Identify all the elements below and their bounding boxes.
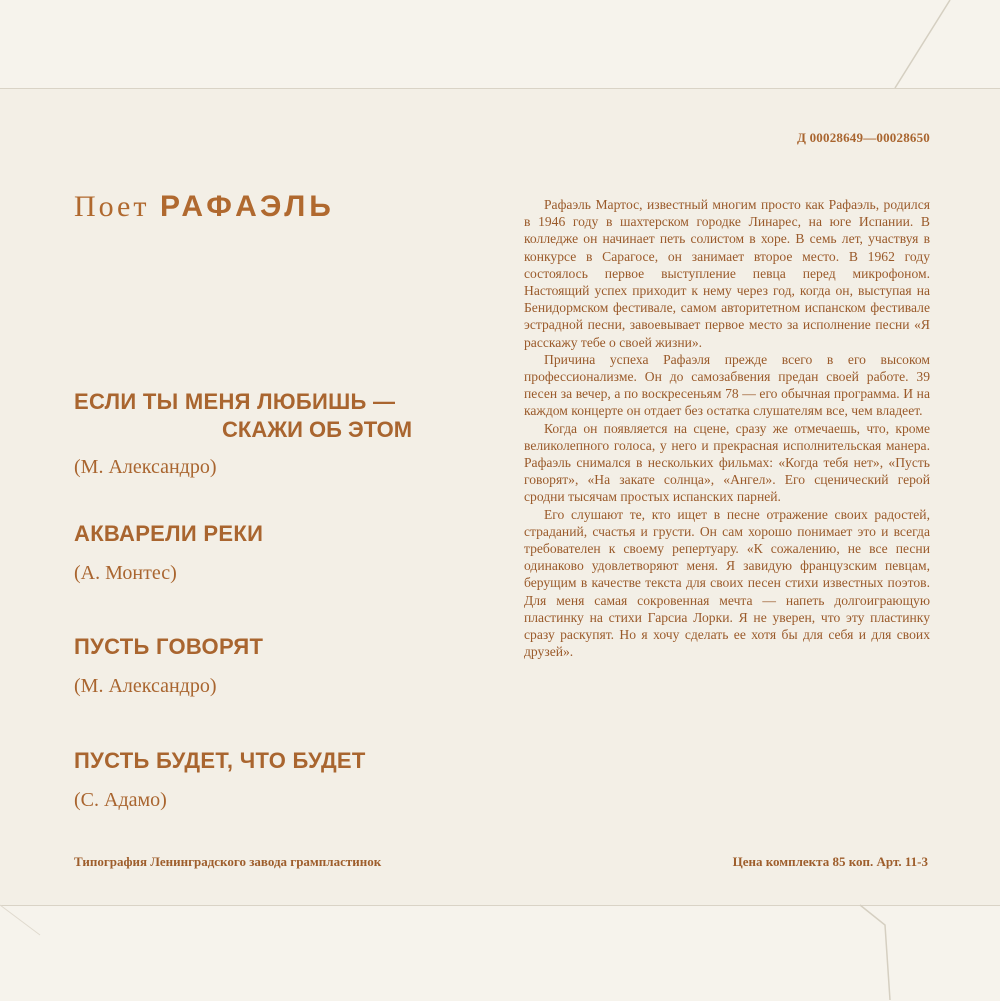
bottom-flap — [0, 905, 1000, 1001]
track-title: АКВАРЕЛИ РЕКИ — [74, 521, 264, 546]
track-author: (С. Адамо) — [74, 789, 167, 811]
track-item — [74, 388, 474, 479]
track-author: (М. Александро) — [74, 456, 217, 478]
artist-biography — [524, 196, 930, 660]
track-title-continued: СКАЖИ ОБ ЭТОМ — [222, 417, 413, 442]
price-info: Цена комплекта 85 коп. Арт. 11-3 — [732, 854, 928, 869]
catalog-number: Д 00028649—00028650 — [797, 130, 930, 145]
track-title: ПУСТЬ ГОВОРЯТ — [74, 634, 264, 659]
bio-paragraph: Причина успеха Рафаэля прежде всего в его высоком профессионализме. Он до самозабвения предан своей работе. 39 песен за вечер, а по воскресеньям 78 — его обычная программа. И на каждом концерте он отдает без остатка слушателям все, чем владеет. — [524, 351, 930, 419]
track-item — [74, 633, 474, 698]
track-author: (М. Александро) — [74, 675, 217, 697]
track-item — [74, 747, 474, 812]
track-title: ЕСЛИ ТЫ МЕНЯ ЛЮБИШЬ — — [74, 389, 396, 414]
track-author: (А. Монтес) — [74, 562, 177, 584]
track-title: ПУСТЬ БУДЕТ, ЧТО БУДЕТ — [74, 748, 366, 773]
printer-credit: Типография Ленинградского завода грампластинок — [74, 854, 382, 869]
bio-paragraph: Когда он появляется на сцене, сразу же отмечаешь, что, кроме великолепного голоса, у него и прекрасная исполнительская манера. Рафаэль снимался в нескольких фильмах: «Когда тебя нет», «Пусть говорят», «На закате солнца», «Ангел». Его сценический герой сродни тысячам простых испанских парней. — [524, 420, 930, 505]
bio-paragraph: Его слушают те, кто ищет в песне отражение своих радостей, страданий, счастья и грусти. Он сам хорошо понимает это и всегда требователен к своему репертуару. «К сожалению, не все песни одинаково удовлетворяют меня. Я завидую французским певцам, берущим в качестве текста для своих песен стихи известных поэтов. Для меня самая сокровенная мечта — напеть долгоиграющую пластинку на стихи Гарсиа Лорки. Я не уверен, что эту пластинку сразу раскупят. Но я хочу сделать ее хотя бы для себя и для своих друзей». — [524, 506, 930, 660]
album-title — [74, 190, 335, 224]
track-item — [74, 520, 474, 585]
top-flap — [0, 0, 1000, 89]
artist-name: РАФАЭЛЬ — [159, 190, 335, 223]
title-prefix: Поет — [74, 190, 150, 223]
bio-paragraph: Рафаэль Мартос, известный многим просто как Рафаэль, родился в 1946 году в шахтерском городке Линарес, на юге Испании. В колледже он начинает петь солистом в хоре. В семь лет, участвуя в конкурсе в Сарагосе, он занимает второе место. В 1962 году состоялось первое выступление певца перед микрофоном. Настоящий успех приходит к нему через год, когда он, выступая на Бенидормском фестивале, самом авторитетном испанском фестивале эстрадной песни, завоевывает первое место за исполнение песни «Я расскажу тебе о своей жизни». — [524, 197, 930, 350]
